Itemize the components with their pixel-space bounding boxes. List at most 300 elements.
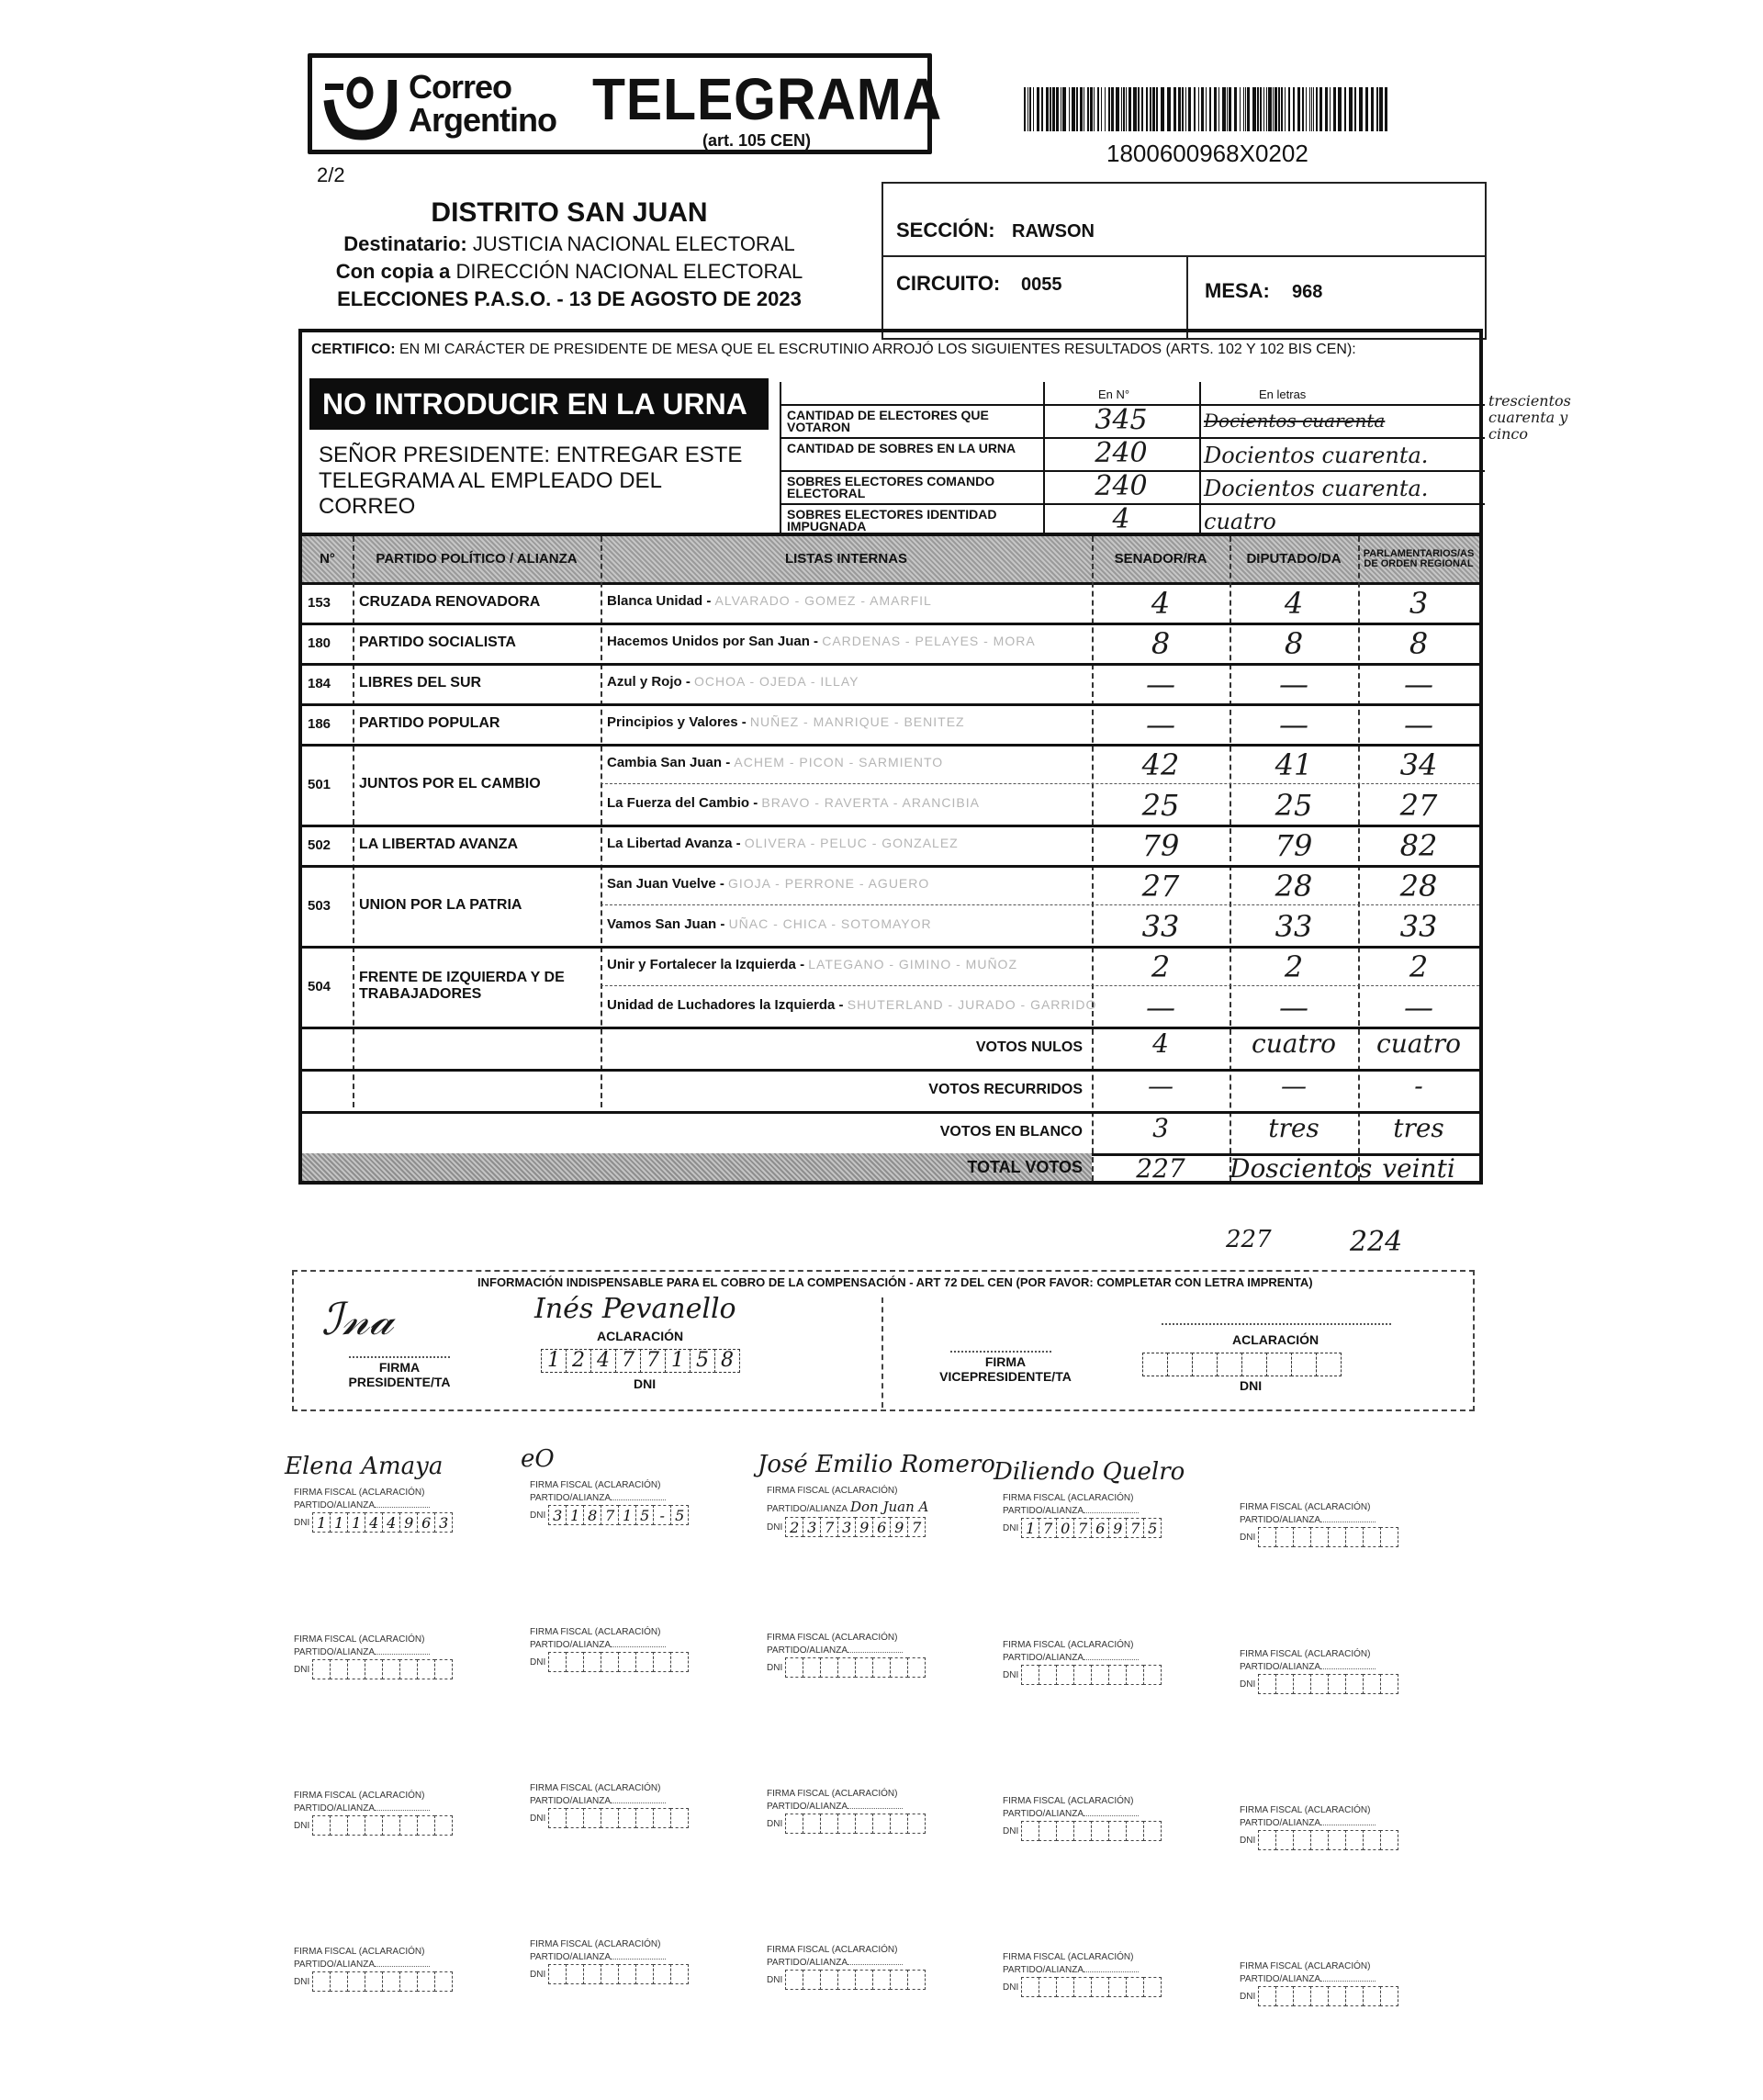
barcode-bar (1041, 87, 1043, 131)
firma-label: FIRMA (378, 1360, 421, 1375)
fiscal-block (294, 1791, 477, 1836)
vote-senador[interactable]: 25 (1141, 788, 1180, 823)
dni-digit: 5 (690, 1349, 715, 1373)
compensation-title: INFORMACIÓN INDISPENSABLE PARA EL COBRO DE LA COMPENSACIÓN - ART 72 DEL CEN (POR FAVOR: COMPLETAR CON LETRA IMPRENTA) (477, 1275, 1313, 1289)
vote-senador[interactable]: — (1146, 667, 1175, 702)
barcode-bar (1052, 87, 1055, 131)
dni-digit: 2 (785, 1517, 803, 1537)
vote-diputado[interactable]: 41 (1275, 747, 1313, 782)
dni-digit (601, 1808, 619, 1828)
fiscal-firma-label: FIRMA FISCAL (ACLARACIÓN) (767, 1789, 898, 1799)
barcode-bar (1311, 87, 1312, 131)
fiscal-partido-label: PARTIDO/ALIANZA (530, 1796, 611, 1806)
fiscal-partido-label: PARTIDO/ALIANZA (294, 1960, 375, 1970)
fiscal-firma-label: FIRMA FISCAL (ACLARACIÓN) (294, 1791, 425, 1801)
vote-senador[interactable]: 79 (1141, 828, 1180, 863)
circuito-label: CIRCUITO: (896, 272, 1001, 295)
seccion-value: RAWSON (1012, 221, 1095, 241)
dni-digit: 1 (330, 1512, 348, 1533)
fiscal-dni-field[interactable] (549, 1808, 689, 1828)
count-number[interactable]: 345 (1095, 404, 1148, 436)
dni-digit (1380, 1830, 1398, 1850)
fiscal-dni-label: DNI (294, 1664, 310, 1675)
party-name: JUNTOS POR EL CAMBIO (359, 776, 541, 792)
fiscal-partido-row (1003, 1965, 1186, 1975)
vote-diputado[interactable]: 79 (1275, 828, 1313, 863)
fiscal-dni-field[interactable] (313, 1815, 453, 1836)
dni-digit: 5 (635, 1505, 654, 1525)
barcode-bar (1027, 87, 1028, 131)
vote-diputado[interactable]: 8 (1284, 626, 1304, 661)
barcode-bar (1316, 87, 1318, 131)
list-candidates: OLIVERA - PELUC - GONZALEZ (744, 836, 959, 850)
fiscal-block (294, 1634, 477, 1679)
list-name: San Juan Vuelve (607, 875, 716, 892)
fiscal-block (767, 1945, 950, 1990)
party-row (302, 946, 1479, 1029)
dni-digit (820, 1814, 838, 1834)
fiscal-block (530, 1783, 713, 1828)
dni-digit (837, 1657, 856, 1678)
fiscal-block (758, 1451, 995, 1537)
fiscal-dni-field[interactable] (786, 1970, 926, 1990)
dni-digit (907, 1814, 926, 1834)
dni-digit (583, 1808, 601, 1828)
fiscal-firma-label: FIRMA FISCAL (ACLARACIÓN) (1240, 1502, 1371, 1512)
dni-digit: 7 (640, 1349, 666, 1373)
dni-digit (566, 1964, 584, 1984)
dni-digit (1293, 1830, 1311, 1850)
dni-digit-box (1291, 1353, 1317, 1376)
fiscal-partido-row (767, 1802, 950, 1812)
circuito-value: 0055 (1021, 275, 1062, 295)
barcode-bar (1138, 87, 1140, 131)
vote-parlasur[interactable]: 33 (1399, 909, 1438, 944)
barcode-bar (1376, 87, 1378, 131)
party-row (302, 582, 1479, 625)
fiscal-firma-label: FIRMA FISCAL (ACLARACIÓN) (767, 1486, 898, 1496)
total-parlasur[interactable]: veinti (1382, 1153, 1455, 1184)
dni-digit (601, 1652, 619, 1672)
fiscal-dni-row (1003, 1977, 1186, 1997)
special-diputado[interactable]: cuatro (1252, 1028, 1336, 1059)
president-dni-label: DNI (634, 1376, 657, 1391)
barcode-bar (1325, 87, 1328, 131)
count-letters[interactable]: Docientos cuarenta (1204, 410, 1386, 432)
dni-digit (312, 1659, 331, 1679)
special-diputado[interactable]: — (1281, 1071, 1307, 1101)
list-name: Unir y Fortalecer la Izquierda (607, 956, 796, 972)
dni-digit: 2 (566, 1349, 591, 1373)
total-diputado-correction: 227 (1226, 1226, 1272, 1253)
barcode-bar (1234, 87, 1237, 131)
vote-senador[interactable]: — (1146, 707, 1175, 742)
recipient-label: Destinatario: (343, 232, 467, 255)
fiscal-dni-label: DNI (1240, 1991, 1256, 2002)
vote-parlasur[interactable]: 82 (1399, 828, 1438, 863)
list-name: Blanca Unidad (607, 592, 703, 609)
fiscal-partido-label: PARTIDO/ALIANZA (1240, 1818, 1320, 1828)
special-parlasur[interactable]: - (1414, 1071, 1423, 1101)
vicepresident-dni-label: DNI (1240, 1378, 1263, 1393)
dni-digit (1363, 1674, 1381, 1694)
vote-parlasur[interactable]: — (1404, 707, 1433, 742)
vote-senador[interactable]: 2 (1151, 949, 1171, 984)
vicepresident-dni-field[interactable] (1143, 1353, 1342, 1376)
brand-name (409, 68, 556, 139)
dotted-fill (1084, 1815, 1139, 1816)
list-cell (607, 946, 1089, 983)
vote-senador[interactable]: 4 (1151, 586, 1171, 621)
party-row (302, 744, 1479, 827)
col-header-diputado: DIPUTADO/DA (1246, 551, 1342, 567)
vote-senador[interactable]: — (1146, 990, 1175, 1025)
dni-digit: 4 (365, 1512, 383, 1533)
fiscal-block (1003, 1952, 1186, 1997)
fiscal-partido-row (1003, 1653, 1186, 1663)
vote-diputado[interactable]: — (1279, 667, 1308, 702)
barcode-bar (1116, 87, 1119, 131)
district-title: DISTRITO SAN JUAN (431, 197, 708, 228)
dotted-fill (848, 1808, 903, 1809)
fiscal-partido-row (294, 1500, 477, 1510)
president-aclaracion-value: Inés Pevanello (534, 1293, 736, 1325)
list-cell (607, 663, 1089, 700)
vote-diputado[interactable]: 28 (1275, 869, 1313, 904)
count-label: SOBRES ELECTORES COMANDO ELECTORAL (787, 474, 995, 500)
fiscal-dni-field[interactable] (786, 1657, 926, 1678)
aclaracion-line (1162, 1323, 1391, 1325)
dni-digit: 1 (566, 1505, 584, 1525)
barcode-bar (1033, 87, 1034, 131)
vote-parlasur[interactable]: 28 (1399, 869, 1438, 904)
dni-digit (365, 1659, 383, 1679)
dni-digit (653, 1964, 671, 1984)
fiscal-dni-row (1003, 1665, 1186, 1685)
fiscal-block (767, 1789, 950, 1834)
dni-digit (1258, 1830, 1276, 1850)
dni-digit (399, 1815, 418, 1836)
president-aclaracion-label: ACLARACIÓN (597, 1329, 684, 1343)
copy-to: DIRECCIÓN NACIONAL ELECTORAL (455, 260, 803, 283)
fiscal-dni-field[interactable] (549, 1505, 689, 1525)
party-name: PARTIDO SOCIALISTA (359, 634, 516, 650)
fiscal-partido-row (1240, 1515, 1423, 1525)
dni-digit (1056, 1977, 1074, 1997)
barcode-bar (1188, 87, 1191, 131)
dotted-fill (848, 1652, 903, 1653)
fiscal-dni-field[interactable] (1259, 1986, 1398, 2006)
dni-digit (382, 1815, 400, 1836)
fiscal-dni-field[interactable] (313, 1971, 453, 1992)
fiscal-partido-label: PARTIDO/ALIANZA (1003, 1809, 1084, 1819)
party-row (302, 703, 1479, 747)
fiscal-partido-row (767, 1645, 950, 1656)
dni-digit (1275, 1674, 1294, 1694)
fiscal-partido-row (294, 1960, 477, 1970)
dni-digit: 6 (417, 1512, 435, 1533)
fiscal-block (1240, 1805, 1423, 1850)
fiscal-block (1240, 1502, 1423, 1547)
fiscal-dni-label: DNI (1240, 1679, 1256, 1690)
fiscal-partido-label: PARTIDO/ALIANZA (530, 1493, 611, 1503)
dni-digit (1380, 1674, 1398, 1694)
fiscal-partido-row (1003, 1506, 1186, 1516)
dni-digit (803, 1814, 821, 1834)
count-number[interactable]: 4 (1112, 503, 1130, 535)
fiscal-dni-field[interactable] (549, 1964, 689, 1984)
dni-digit (1328, 1527, 1346, 1547)
dni-digit (1310, 1674, 1329, 1694)
fiscal-partido-row (294, 1647, 477, 1657)
party-number: 501 (308, 776, 331, 792)
vote-senador[interactable]: 33 (1141, 909, 1180, 944)
special-parlasur[interactable]: tres (1393, 1113, 1444, 1143)
dni-digit: 7 (601, 1505, 619, 1525)
dni-digit (1108, 1665, 1127, 1685)
fiscal-block (521, 1445, 713, 1525)
fiscal-dni-row (294, 1659, 477, 1679)
barcode-icon (1024, 87, 1391, 131)
fiscal-partido-label: PARTIDO/ALIANZA (294, 1500, 375, 1510)
vote-diputado[interactable]: 2 (1284, 949, 1304, 984)
dni-digit (907, 1657, 926, 1678)
vote-parlasur[interactable]: 27 (1399, 788, 1438, 823)
count-label: SOBRES ELECTORES IDENTIDAD IMPUGNADA (787, 507, 997, 533)
fiscal-block (530, 1939, 713, 1984)
fiscal-partido-row (530, 1952, 713, 1962)
dni-digit (417, 1659, 435, 1679)
divider (882, 1297, 884, 1408)
dni-digit: 3 (803, 1517, 821, 1537)
dni-digit (347, 1815, 365, 1836)
fiscal-block (285, 1453, 477, 1533)
party-row (302, 623, 1479, 666)
list-candidates: SHUTERLAND - JURADO - GARRIDO (847, 997, 1097, 1012)
fiscal-dni-field[interactable] (1259, 1830, 1398, 1850)
barcode-bar (1090, 87, 1093, 131)
vote-parlasur[interactable]: 34 (1399, 747, 1438, 782)
barcode-bar (1126, 87, 1127, 131)
fiscal-dni-row (294, 1512, 477, 1533)
vote-diputado[interactable]: 25 (1275, 788, 1313, 823)
party-number: 186 (308, 715, 331, 732)
dni-digit (1073, 1821, 1092, 1841)
fiscal-dni-field[interactable] (1022, 1977, 1162, 1997)
barcode-bar (1313, 87, 1314, 131)
fiscal-dni-field[interactable] (549, 1652, 689, 1672)
vote-diputado[interactable]: 4 (1284, 586, 1304, 621)
dni-digit (330, 1971, 348, 1992)
fiscal-partido-label: PARTIDO/ALIANZA (767, 1645, 848, 1656)
special-senador[interactable]: 3 (1152, 1113, 1169, 1143)
dni-digit (1091, 1977, 1109, 1997)
list-name: Cambia San Juan (607, 754, 723, 770)
dni-digit (548, 1964, 567, 1984)
party-number: 184 (308, 675, 331, 691)
barcode-bar (1101, 87, 1102, 131)
fiscal-dni-field[interactable] (786, 1814, 926, 1834)
count-letters[interactable]: cuatro (1204, 509, 1276, 534)
barcode-bar (1198, 87, 1199, 131)
fiscal-firma-label: FIRMA FISCAL (ACLARACIÓN) (530, 1783, 661, 1793)
fiscal-block (994, 1458, 1186, 1538)
vote-diputado[interactable]: 33 (1275, 909, 1313, 944)
special-label: VOTOS RECURRIDOS (928, 1082, 1083, 1097)
dni-digit (347, 1971, 365, 1992)
certificate-section (298, 329, 1571, 1247)
barcode-bar (1209, 87, 1211, 131)
vote-parlasur[interactable]: 2 (1409, 949, 1429, 984)
count-letters[interactable]: Docientos cuarenta. (1204, 476, 1429, 501)
fiscal-dni-label: DNI (530, 1969, 546, 1980)
vote-senador[interactable]: 27 (1141, 869, 1180, 904)
list-cell (607, 703, 1089, 740)
dni-digit (399, 1659, 418, 1679)
vote-parlasur[interactable]: — (1404, 667, 1433, 702)
fiscal-dni-field[interactable] (786, 1517, 926, 1537)
list-cell (607, 582, 1089, 619)
certifico-text: EN MI CARÁCTER DE PRESIDENTE DE MESA QUE EL ESCRUTINIO ARROJÓ LOS SIGUIENTES RESULTADOS (ARTS. 102 Y 102 BIS CEN): (399, 342, 1356, 357)
special-label: VOTOS EN BLANCO (939, 1124, 1083, 1140)
dni-digit (1363, 1527, 1381, 1547)
dni-digit (785, 1657, 803, 1678)
fiscal-firma-label: FIRMA FISCAL (ACLARACIÓN) (1240, 1649, 1371, 1659)
party-name: CRUZADA RENOVADORA (359, 594, 541, 610)
count-number[interactable]: 240 (1095, 470, 1148, 502)
dni-digit (618, 1652, 636, 1672)
dni-digit: 5 (670, 1505, 689, 1525)
vote-diputado[interactable]: — (1279, 990, 1308, 1025)
vote-parlasur[interactable]: 3 (1409, 586, 1429, 621)
dotted-fill (1084, 1971, 1139, 1972)
dni-digit-box (1167, 1353, 1193, 1376)
barcode-bar (1037, 87, 1039, 131)
dotted-fill (1084, 1512, 1139, 1513)
fiscal-partido-label: PARTIDO/ALIANZA (767, 1504, 848, 1514)
fiscal-dni-label: DNI (294, 1976, 310, 1987)
copy-label: Con copia a (335, 260, 451, 283)
dni-digit (399, 1971, 418, 1992)
dni-digit: 6 (1091, 1518, 1109, 1538)
fiscal-dni-field[interactable] (313, 1512, 453, 1533)
correo-argentino-logo-icon (323, 69, 397, 140)
dni-digit (785, 1970, 803, 1990)
dni-digit-box (1142, 1353, 1168, 1376)
dni-digit (312, 1815, 331, 1836)
fiscal-dni-field[interactable] (1022, 1665, 1162, 1685)
telegram-header-box (308, 53, 943, 154)
barcode-bar (1111, 87, 1114, 131)
fiscal-dni-field[interactable] (313, 1659, 453, 1679)
list-cell (607, 986, 1097, 1023)
role-label: PRESIDENTE/TA (348, 1375, 451, 1389)
barcode-bar (1260, 87, 1262, 131)
list-name: La Fuerza del Cambio (607, 794, 750, 811)
dni-digit: 7 (1039, 1518, 1057, 1538)
seccion-row (883, 184, 1485, 257)
list-candidates: OCHOA - OJEDA - ILLAY (694, 674, 859, 689)
dni-digit (1143, 1977, 1162, 1997)
dni-digit (1363, 1830, 1381, 1850)
barcode-bar (1229, 87, 1231, 131)
special-senador[interactable]: 4 (1152, 1028, 1169, 1059)
fiscal-dni-row (1240, 1830, 1423, 1850)
dni-digit (1380, 1986, 1398, 2006)
fiscal-firma-label: FIRMA FISCAL (ACLARACIÓN) (1003, 1640, 1134, 1650)
vote-diputado[interactable]: — (1279, 707, 1308, 742)
special-parlasur[interactable]: cuatro (1376, 1028, 1461, 1059)
vote-parlasur[interactable]: 8 (1409, 626, 1429, 661)
fiscal-dni-row (767, 1657, 950, 1678)
fiscal-dni-label: DNI (767, 1662, 783, 1673)
dni-digit: 7 (907, 1517, 926, 1537)
fiscal-dni-row (767, 1814, 950, 1834)
barcode-bar (1024, 87, 1026, 131)
party-name: UNION POR LA PATRIA (359, 897, 522, 913)
fiscal-partido-row (767, 1499, 950, 1515)
fiscal-firma-label: FIRMA FISCAL (ACLARACIÓN) (1003, 1796, 1134, 1806)
fiscal-dni-row (530, 1652, 713, 1672)
president-signature-label (331, 1360, 468, 1389)
fiscal-party-value[interactable]: Don Juan A (849, 1499, 929, 1515)
dni-digit (890, 1814, 908, 1834)
barcode-number: 1800600968X0202 (1106, 140, 1308, 167)
total-senador[interactable]: 227 (1136, 1153, 1185, 1184)
fiscal-partido-row (530, 1796, 713, 1806)
vote-senador[interactable]: 8 (1151, 626, 1171, 661)
total-diputado[interactable]: Doscientos (1230, 1153, 1373, 1184)
dni-digit: 5 (1143, 1518, 1162, 1538)
barcode-bar (1297, 87, 1300, 131)
list-candidates: UÑAC - CHICA - SOTOMAYOR (728, 916, 932, 931)
special-senador[interactable]: — (1148, 1071, 1173, 1101)
fiscal-dni-field[interactable] (1259, 1527, 1398, 1547)
fiscal-dni-field[interactable] (1022, 1518, 1162, 1538)
count-letters[interactable]: Docientos cuarenta. (1204, 443, 1429, 468)
fiscal-dni-label: DNI (294, 1820, 310, 1831)
brand-line-1: Correo (409, 68, 512, 106)
dni-digit (548, 1652, 567, 1672)
fiscal-firma-label: FIRMA FISCAL (ACLARACIÓN) (530, 1480, 661, 1490)
party-row (302, 663, 1479, 706)
election-name: ELECCIONES P.A.S.O. - 13 DE AGOSTO DE 2023 (337, 287, 802, 310)
fiscal-dni-row (767, 1970, 950, 1990)
dni-digit (1021, 1977, 1039, 1997)
special-diputado[interactable]: tres (1268, 1113, 1319, 1143)
special-row (302, 1069, 1479, 1114)
fiscal-dni-field[interactable] (1022, 1821, 1162, 1841)
fiscal-partido-label: PARTIDO/ALIANZA (1003, 1965, 1084, 1975)
fiscal-dni-field[interactable] (1259, 1674, 1398, 1694)
dotted-fill (1084, 1659, 1139, 1660)
vote-parlasur[interactable]: — (1404, 990, 1433, 1025)
dni-digit: 1 (312, 1512, 331, 1533)
list-candidates: NUÑEZ - MANRIQUE - BENITEZ (749, 714, 965, 729)
party-row (302, 825, 1479, 868)
barcode-bar (1214, 87, 1217, 131)
fiscal-firma-label: FIRMA FISCAL (ACLARACIÓN) (1003, 1493, 1134, 1503)
dni-digit (548, 1808, 567, 1828)
col-header-party: PARTIDO POLÍTICO / ALIANZA (376, 551, 578, 567)
count-number[interactable]: 240 (1095, 437, 1148, 469)
barcode-bar (1319, 87, 1322, 131)
dni-digit (820, 1657, 838, 1678)
separator: - (749, 794, 762, 811)
vote-senador[interactable]: 42 (1141, 747, 1180, 782)
president-dni-field[interactable] (542, 1349, 740, 1373)
barcode-bar (1385, 87, 1387, 131)
